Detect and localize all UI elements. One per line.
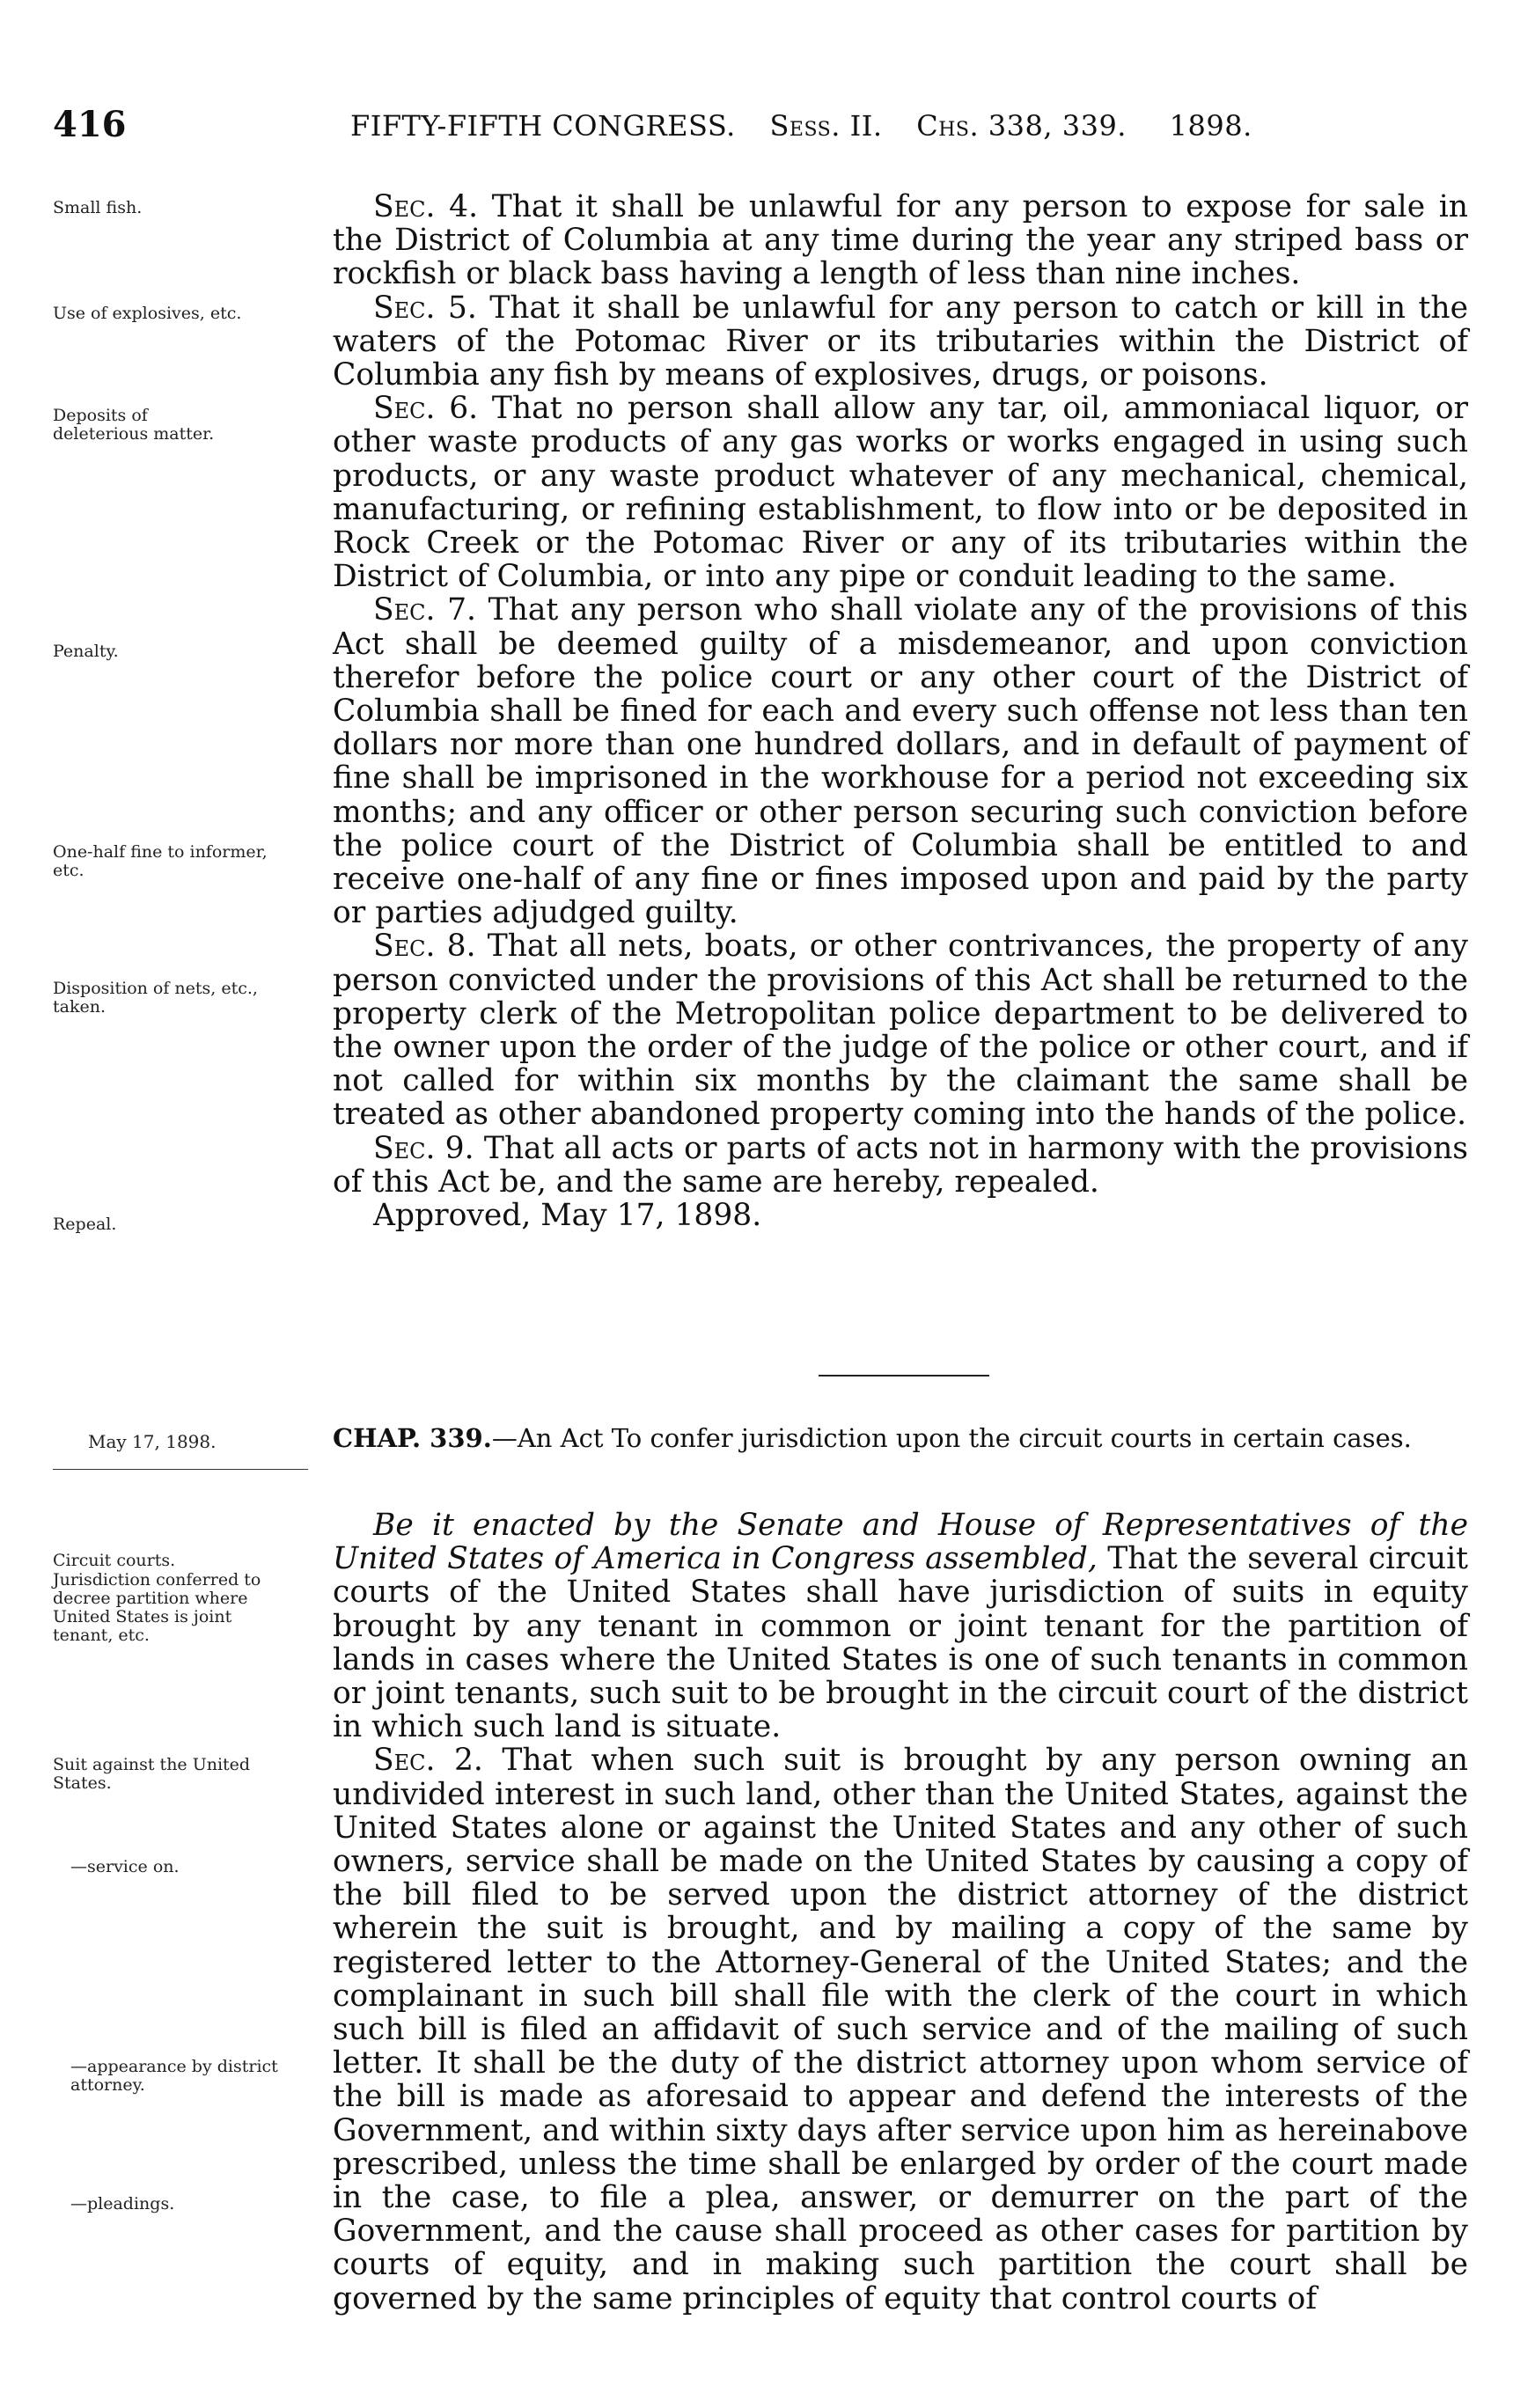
section-8: Sec. 8. That all nets, boats, or other contrivances, the property of any person convicted under the provisions of this Act shall be returned to the property clerk of the Metropolitan police department to be delivered to the owner upon the order of the judge of the police or other court, and if not called for within six months by the claimant the same shall be treated as other abandoned property coming into the hands of the police. [333, 929, 1469, 1133]
margin-note-service-on: —service on. [70, 1857, 180, 1876]
section-5: Sec. 5. That it shall be unlawful for any person to catch or kill in the waters of the Potomac River or its tributaries within the District of Columbia any fish by means of explosives, drugs, or poisons. [333, 290, 1468, 393]
page-number: 416 [53, 104, 127, 145]
section-9: Sec. 9. That all acts or parts of acts not in harmony with the provisions of this Act be, and the same are hereby, repealed. [333, 1130, 1468, 1200]
chapter-338-body [333, 190, 1468, 1232]
chapter-label: CHAP. 339. [333, 1423, 492, 1453]
margin-note-explosives: Use of explosives, etc. [53, 304, 242, 323]
section-7: Sec. 7. That any person who shall violate any of the provisions of this Act shall be deemed guilty of a misdemeanor, and upon conviction therefor before the police court or any other court of the District of Columbia shall be fined for each and every such offense not less than ten dollars nor more than one hundred dollars, and in default of payment of fine shall be imprisoned in the workhouse for a period not exceeding six months; and any officer or other person securing such conviction before the police court of the District of Columbia shall be entitled to and receive one-half of any fine or fines imposed upon and paid by the party or parties adjudged guilty. [333, 592, 1468, 931]
section-4: Sec. 4. That it shall be unlawful for any person to expose for sale in the District of Columbia at any time during the year any striped bass or rockfish or black bass having a length of less than nine inches. [333, 189, 1469, 292]
enacting-clause: Be it enacted by the Senate and House of Representatives of the United States of America in Congress assembled, [333, 1508, 1468, 1577]
margin-note-appearance: —appearance by district attorney. [70, 2057, 278, 2095]
margin-note-small-fish: Small fish. [53, 198, 143, 217]
margin-note-deposits: Deposits of deleterious matter. [53, 406, 215, 444]
date-rule [53, 1469, 308, 1470]
chapter-339-section-2: Sec. 2. That when such suit is brought by any person owning an undivided interest in such land, other than the United States, against the United States alone or against the United States and any other of such owners, service shall be made on the United States by causing a copy of the bill filed to be served upon the district attorney of the district wherein the suit is brought, and by mailing a copy of the same by registered letter to the Attorney-General of the United States; and the complainant in such bill shall file with the clerk of the court in which such bill is filed an affidavit of such service and of the mailing of such letter. It shall be the duty of the district attorney upon whom service of the bill is made as aforesaid to appear and defend the interests of the Government, and within sixty days after service upon him as hereinabove prescribed, unless the time shall be enlarged by order of the court made in the case, to file a plea, answer, or demurrer on the part of the Government, and the cause shall proceed as other cases for partition by courts of equity, and in making such partition the court shall be governed by the same principles of equity that control courts of [333, 1743, 1468, 2316]
margin-note-disposition: Disposition of nets, etc., taken. [53, 979, 258, 1017]
margin-note-jurisdiction: Jurisdiction conferred to decree partition where United States is joint tenant, etc. [53, 1570, 261, 1645]
congress-title: FIFTY-FIFTH CONGRESS. [350, 109, 736, 143]
margin-note-suit-against: Suit against the United States. [53, 1755, 251, 1793]
chapter-339-heading [333, 1422, 1468, 1454]
chapter-date: May 17, 1898. [88, 1431, 217, 1452]
margin-note-one-half: One-half fine to informer, etc. [53, 842, 268, 880]
year-label: 1898. [1169, 109, 1252, 143]
chapter-divider [819, 1375, 989, 1377]
section-6: Sec. 6. That no person shall allow any tar, oil, ammoniacal liquor, or other waste products of any gas works or works engaged in using such products, or any waste product whatever of any mechanical, chemical, manufacturing, or refining establishment, to flow into or be deposited in Rock Creek or the Potomac River or any of its tributaries within the District of Columbia, or into any pipe or conduit leading to the same. [333, 391, 1468, 595]
chapter-339-body [333, 1509, 1468, 2316]
section-1-enacting: Be it enacted by the Senate and House of Representatives of the United States of America in Congress assembled, That the several circuit courts of the United States shall have jurisdiction of suits in equity brought by any tenant in common or joint tenant for the partition of lands in cases where the United States is one of such tenants in common or joint tenants, such suit to be brought in the circuit court of the district in which such land is situate. [333, 1508, 1468, 1745]
running-title [350, 109, 1277, 143]
margin-note-circuit-courts: Circuit courts. [53, 1551, 176, 1570]
margin-note-penalty: Penalty. [53, 642, 119, 661]
margin-note-repeal: Repeal. [53, 1215, 117, 1234]
margin-note-pleadings: —pleadings. [70, 2194, 175, 2213]
chapter-title: —An Act To confer jurisdiction upon the circuit courts in certain cases. [491, 1423, 1412, 1453]
chapters-label: Chs. 338, 339. [916, 109, 1127, 143]
session-label: Sess. II. [769, 109, 883, 143]
page-header [0, 104, 1535, 148]
approved-line: Approved, May 17, 1898. [373, 1198, 762, 1234]
